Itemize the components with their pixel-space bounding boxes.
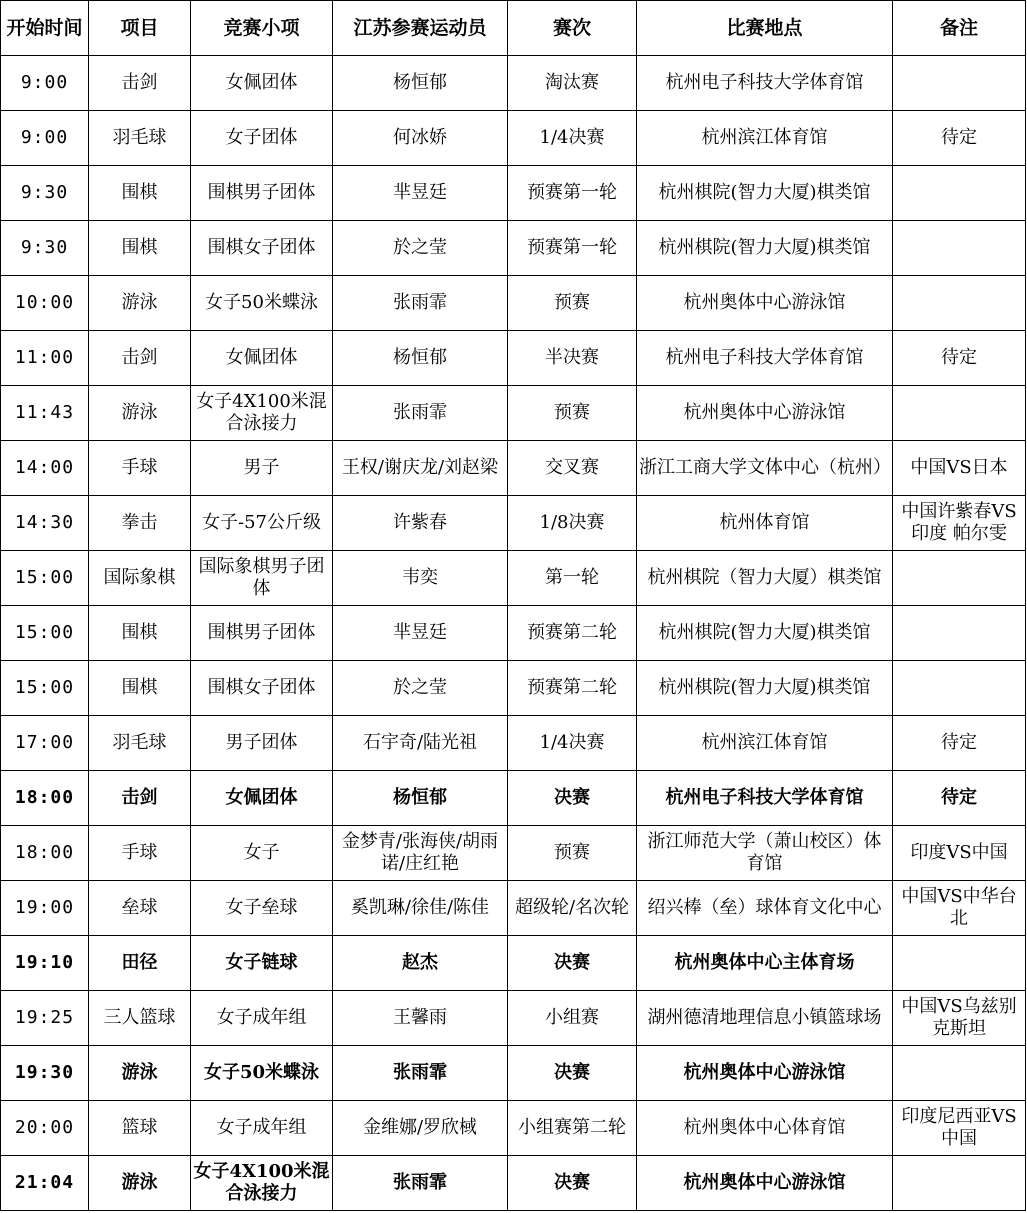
cell-venue: 杭州电子科技大学体育馆 [637, 771, 893, 826]
table-row [1, 771, 1026, 826]
cell-sport: 游泳 [89, 276, 191, 331]
cell-venue: 绍兴棒（垒）球体育文化中心 [637, 881, 893, 936]
table-row [1, 386, 1026, 441]
cell-sport: 国际象棋 [89, 551, 191, 606]
cell-athletes: 赵杰 [333, 936, 508, 991]
table-row [1, 991, 1026, 1046]
table-row [1, 661, 1026, 716]
cell-sport: 手球 [89, 441, 191, 496]
cell-round: 淘汰赛 [508, 56, 637, 111]
cell-event: 女子垒球 [191, 881, 333, 936]
cell-start-time: 11:00 [1, 331, 89, 386]
cell-event: 女子50米蝶泳 [191, 276, 333, 331]
cell-round: 半决赛 [508, 331, 637, 386]
cell-note: 中国VS中华台北 [893, 881, 1026, 936]
cell-note [893, 386, 1026, 441]
cell-note [893, 551, 1026, 606]
cell-athletes: 於之莹 [333, 221, 508, 276]
header-sport: 项目 [89, 1, 191, 56]
cell-event: 围棋女子团体 [191, 661, 333, 716]
cell-athletes: 张雨霏 [333, 386, 508, 441]
cell-venue: 浙江师范大学（萧山校区）体育馆 [637, 826, 893, 881]
table-row [1, 111, 1026, 166]
table-row [1, 826, 1026, 881]
cell-note: 印度尼西亚VS中国 [893, 1101, 1026, 1156]
cell-round: 预赛第一轮 [508, 221, 637, 276]
cell-venue: 杭州奥体中心游泳馆 [637, 386, 893, 441]
cell-start-time: 11:43 [1, 386, 89, 441]
cell-note: 中国许紫春VS印度 帕尔雯 [893, 496, 1026, 551]
table-row [1, 166, 1026, 221]
cell-event: 女佩团体 [191, 331, 333, 386]
cell-start-time: 20:00 [1, 1101, 89, 1156]
table-row [1, 56, 1026, 111]
cell-event: 女子 [191, 826, 333, 881]
header-venue: 比赛地点 [637, 1, 893, 56]
header-row [1, 1, 1026, 56]
cell-venue: 杭州滨江体育馆 [637, 716, 893, 771]
cell-sport: 田径 [89, 936, 191, 991]
cell-sport: 游泳 [89, 1046, 191, 1101]
cell-athletes: 杨恒郁 [333, 331, 508, 386]
cell-start-time: 19:10 [1, 936, 89, 991]
cell-athletes: 芈昱廷 [333, 166, 508, 221]
cell-athletes: 杨恒郁 [333, 771, 508, 826]
header-event: 竞赛小项 [191, 1, 333, 56]
cell-event: 女子4X100米混合泳接力 [191, 386, 333, 441]
cell-note [893, 661, 1026, 716]
cell-event: 女子成年组 [191, 1101, 333, 1156]
cell-start-time: 9:30 [1, 221, 89, 276]
cell-start-time: 17:00 [1, 716, 89, 771]
cell-note [893, 936, 1026, 991]
cell-start-time: 18:00 [1, 771, 89, 826]
cell-note [893, 276, 1026, 331]
cell-event: 男子 [191, 441, 333, 496]
cell-round: 交叉赛 [508, 441, 637, 496]
cell-athletes: 何冰娇 [333, 111, 508, 166]
cell-start-time: 14:00 [1, 441, 89, 496]
cell-venue: 杭州奥体中心主体育场 [637, 936, 893, 991]
cell-sport: 游泳 [89, 386, 191, 441]
cell-note [893, 166, 1026, 221]
table-row [1, 881, 1026, 936]
header-round: 赛次 [508, 1, 637, 56]
cell-event: 女子团体 [191, 111, 333, 166]
cell-venue: 杭州棋院(智力大厦)棋类馆 [637, 166, 893, 221]
header-athletes: 江苏参赛运动员 [333, 1, 508, 56]
cell-athletes: 芈昱廷 [333, 606, 508, 661]
table-row [1, 936, 1026, 991]
cell-sport: 拳击 [89, 496, 191, 551]
cell-round: 第一轮 [508, 551, 637, 606]
cell-start-time: 19:30 [1, 1046, 89, 1101]
cell-round: 超级轮/名次轮 [508, 881, 637, 936]
cell-athletes: 奚凯琳/徐佳/陈佳 [333, 881, 508, 936]
cell-round: 1/8决赛 [508, 496, 637, 551]
table-row [1, 496, 1026, 551]
cell-note: 印度VS中国 [893, 826, 1026, 881]
cell-start-time: 19:00 [1, 881, 89, 936]
cell-round: 决赛 [508, 771, 637, 826]
cell-event: 女子50米蝶泳 [191, 1046, 333, 1101]
cell-athletes: 张雨霏 [333, 1046, 508, 1101]
cell-sport: 围棋 [89, 661, 191, 716]
cell-event: 国际象棋男子团体 [191, 551, 333, 606]
cell-event: 女子4X100米混合泳接力 [191, 1156, 333, 1211]
cell-venue: 杭州奥体中心游泳馆 [637, 276, 893, 331]
cell-athletes: 王权/谢庆龙/刘赵梁 [333, 441, 508, 496]
cell-round: 小组赛第二轮 [508, 1101, 637, 1156]
cell-start-time: 9:00 [1, 111, 89, 166]
cell-sport: 击剑 [89, 771, 191, 826]
cell-note [893, 221, 1026, 276]
cell-start-time: 19:25 [1, 991, 89, 1046]
cell-athletes: 金维娜/罗欣棫 [333, 1101, 508, 1156]
cell-sport: 围棋 [89, 221, 191, 276]
cell-venue: 湖州德清地理信息小镇篮球场 [637, 991, 893, 1046]
cell-sport: 羽毛球 [89, 716, 191, 771]
cell-start-time: 15:00 [1, 551, 89, 606]
cell-note [893, 56, 1026, 111]
cell-event: 女佩团体 [191, 771, 333, 826]
table-row [1, 1046, 1026, 1101]
cell-sport: 手球 [89, 826, 191, 881]
cell-venue: 杭州滨江体育馆 [637, 111, 893, 166]
cell-venue: 杭州体育馆 [637, 496, 893, 551]
cell-event: 围棋女子团体 [191, 221, 333, 276]
cell-sport: 围棋 [89, 606, 191, 661]
cell-venue: 杭州棋院(智力大厦)棋类馆 [637, 606, 893, 661]
table-row [1, 221, 1026, 276]
cell-start-time: 21:04 [1, 1156, 89, 1211]
table-row [1, 331, 1026, 386]
table-row [1, 441, 1026, 496]
cell-round: 预赛 [508, 386, 637, 441]
cell-note: 待定 [893, 716, 1026, 771]
cell-sport: 篮球 [89, 1101, 191, 1156]
cell-note: 中国VS日本 [893, 441, 1026, 496]
cell-start-time: 15:00 [1, 661, 89, 716]
cell-sport: 击剑 [89, 56, 191, 111]
cell-athletes: 金梦青/张海侠/胡雨诺/庄红艳 [333, 826, 508, 881]
cell-note: 待定 [893, 111, 1026, 166]
cell-venue: 杭州电子科技大学体育馆 [637, 331, 893, 386]
cell-round: 小组赛 [508, 991, 637, 1046]
cell-venue: 浙江工商大学文体中心（杭州） [637, 441, 893, 496]
cell-event: 围棋男子团体 [191, 606, 333, 661]
cell-event: 女子-57公斤级 [191, 496, 333, 551]
cell-start-time: 18:00 [1, 826, 89, 881]
cell-athletes: 王馨雨 [333, 991, 508, 1046]
cell-round: 预赛第二轮 [508, 661, 637, 716]
cell-venue: 杭州奥体中心游泳馆 [637, 1046, 893, 1101]
cell-event: 男子团体 [191, 716, 333, 771]
cell-start-time: 10:00 [1, 276, 89, 331]
cell-sport: 羽毛球 [89, 111, 191, 166]
cell-athletes: 张雨霏 [333, 276, 508, 331]
cell-event: 女子链球 [191, 936, 333, 991]
cell-note: 待定 [893, 331, 1026, 386]
cell-sport: 围棋 [89, 166, 191, 221]
cell-note: 中国VS乌兹别克斯坦 [893, 991, 1026, 1046]
cell-sport: 三人篮球 [89, 991, 191, 1046]
cell-round: 预赛第二轮 [508, 606, 637, 661]
cell-athletes: 许紫春 [333, 496, 508, 551]
header-note: 备注 [893, 1, 1026, 56]
cell-note: 待定 [893, 771, 1026, 826]
cell-note [893, 1046, 1026, 1101]
cell-round: 决赛 [508, 1046, 637, 1101]
cell-round: 1/4决赛 [508, 111, 637, 166]
table-row [1, 1156, 1026, 1211]
header-start-time: 开始时间 [1, 1, 89, 56]
cell-round: 预赛 [508, 276, 637, 331]
cell-athletes: 韦奕 [333, 551, 508, 606]
cell-round: 决赛 [508, 1156, 637, 1211]
cell-athletes: 於之莹 [333, 661, 508, 716]
cell-start-time: 15:00 [1, 606, 89, 661]
cell-athletes: 杨恒郁 [333, 56, 508, 111]
cell-note [893, 1156, 1026, 1211]
cell-athletes: 张雨霏 [333, 1156, 508, 1211]
cell-sport: 垒球 [89, 881, 191, 936]
cell-note [893, 606, 1026, 661]
cell-sport: 击剑 [89, 331, 191, 386]
cell-athletes: 石宇奇/陆光祖 [333, 716, 508, 771]
cell-round: 1/4决赛 [508, 716, 637, 771]
table-row [1, 1101, 1026, 1156]
cell-venue: 杭州棋院(智力大厦)棋类馆 [637, 221, 893, 276]
cell-round: 决赛 [508, 936, 637, 991]
cell-venue: 杭州奥体中心体育馆 [637, 1101, 893, 1156]
cell-round: 预赛第一轮 [508, 166, 637, 221]
table-row [1, 276, 1026, 331]
cell-venue: 杭州棋院（智力大厦）棋类馆 [637, 551, 893, 606]
cell-start-time: 9:00 [1, 56, 89, 111]
cell-start-time: 14:30 [1, 496, 89, 551]
table-row [1, 606, 1026, 661]
table-row [1, 716, 1026, 771]
cell-venue: 杭州棋院(智力大厦)棋类馆 [637, 661, 893, 716]
cell-start-time: 9:30 [1, 166, 89, 221]
cell-event: 女子成年组 [191, 991, 333, 1046]
cell-event: 女佩团体 [191, 56, 333, 111]
cell-event: 围棋男子团体 [191, 166, 333, 221]
table-row [1, 551, 1026, 606]
cell-sport: 游泳 [89, 1156, 191, 1211]
cell-venue: 杭州奥体中心游泳馆 [637, 1156, 893, 1211]
cell-round: 预赛 [508, 826, 637, 881]
cell-venue: 杭州电子科技大学体育馆 [637, 56, 893, 111]
